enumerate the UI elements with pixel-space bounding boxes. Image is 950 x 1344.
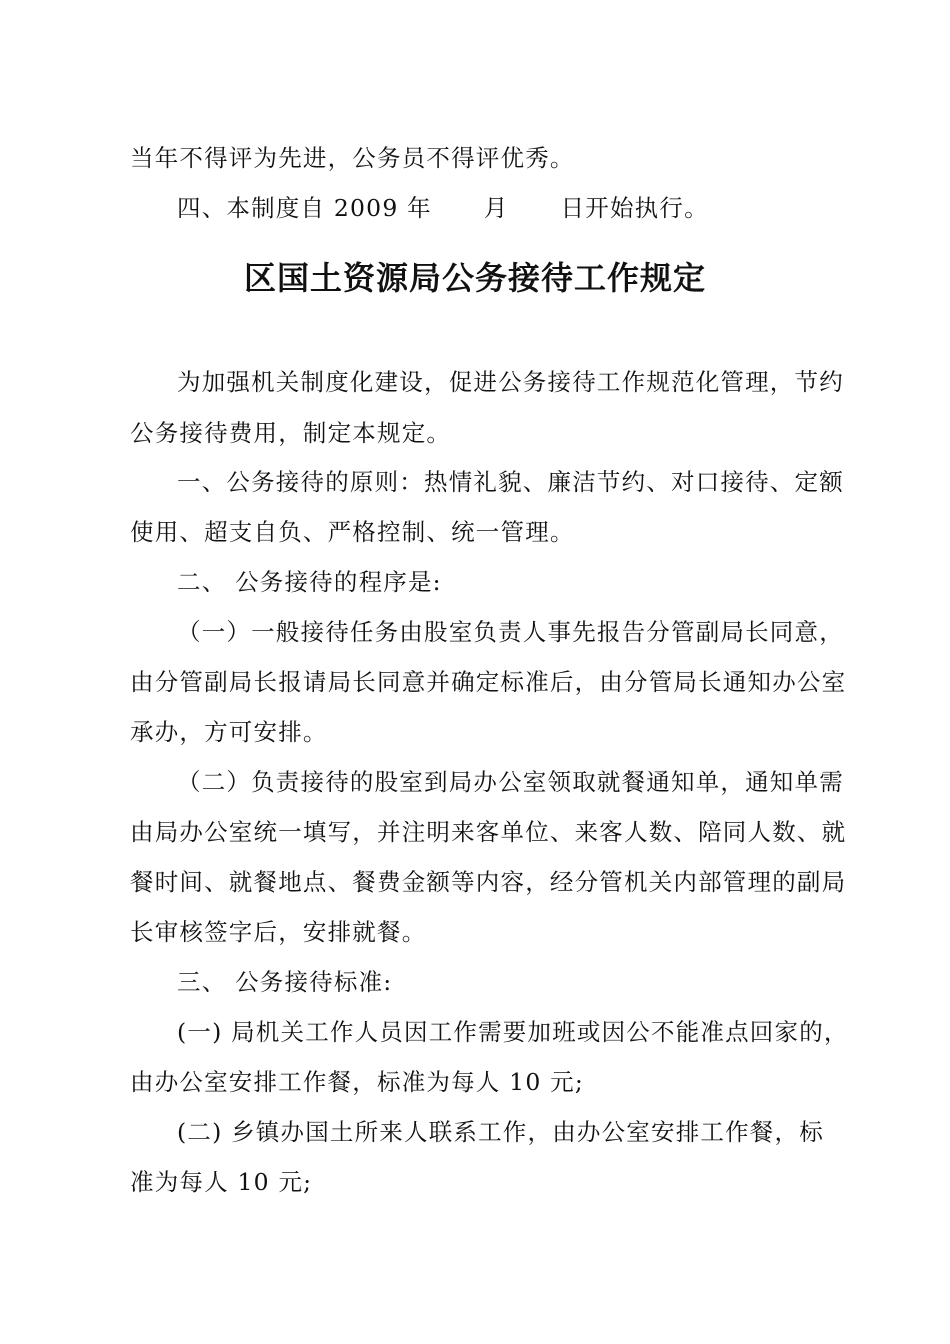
paragraph-line: 一、公务接待的原则：热情礼貌、廉洁节约、对口接待、定额: [177, 468, 844, 496]
paragraph-line: 承办，方可安排。: [130, 718, 328, 746]
paragraph-line: (一) 局机关工作人员因工作需要加班或因公不能准点回家的，: [177, 1018, 849, 1046]
paragraph-line: （二）负责接待的股室到局办公室领取就餐通知单，通知单需: [177, 768, 844, 796]
paragraph-line: 准为每人 10 元;: [130, 1168, 313, 1196]
paragraph-line: 公务接待费用，制定本规定。: [130, 419, 452, 447]
section-heading: 二、 公务接待的程序是:: [177, 568, 442, 596]
paragraph-line: 由分管副局长报请局长同意并确定标准后，由分管局长通知办公室: [130, 668, 847, 696]
paragraph-line: 餐时间、就餐地点、餐费金额等内容，经分管机关内部管理的副局: [130, 868, 847, 896]
paragraph-line: 为加强机关制度化建设，促进公务接待工作规范化管理，节约: [177, 368, 844, 396]
section-heading: 三、 公务接待标准:: [177, 968, 393, 996]
paragraph-line: 长审核签字后，安排就餐。: [130, 918, 427, 946]
paragraph-line: 由局办公室统一填写，并注明来客单位、来客人数、陪同人数、就: [130, 818, 847, 846]
paragraph-line: (二) 乡镇办国土所来人联系工作，由办公室安排工作餐，标: [177, 1118, 824, 1146]
paragraph-line: 使用、超支自负、严格控制、统一管理。: [130, 518, 575, 546]
continuation-line-2: 四、本制度自 2009 年 月 日开始执行。: [177, 194, 709, 222]
document-title: 区国土资源局公务接待工作规定: [243, 259, 706, 297]
paragraph-line: 由办公室安排工作餐，标准为每人 10 元;: [130, 1068, 584, 1096]
continuation-line-1: 当年不得评为先进，公务员不得评优秀。: [130, 144, 575, 172]
paragraph-line: （一）一般接待任务由股室负责人事先报告分管副局长同意，: [177, 618, 844, 646]
